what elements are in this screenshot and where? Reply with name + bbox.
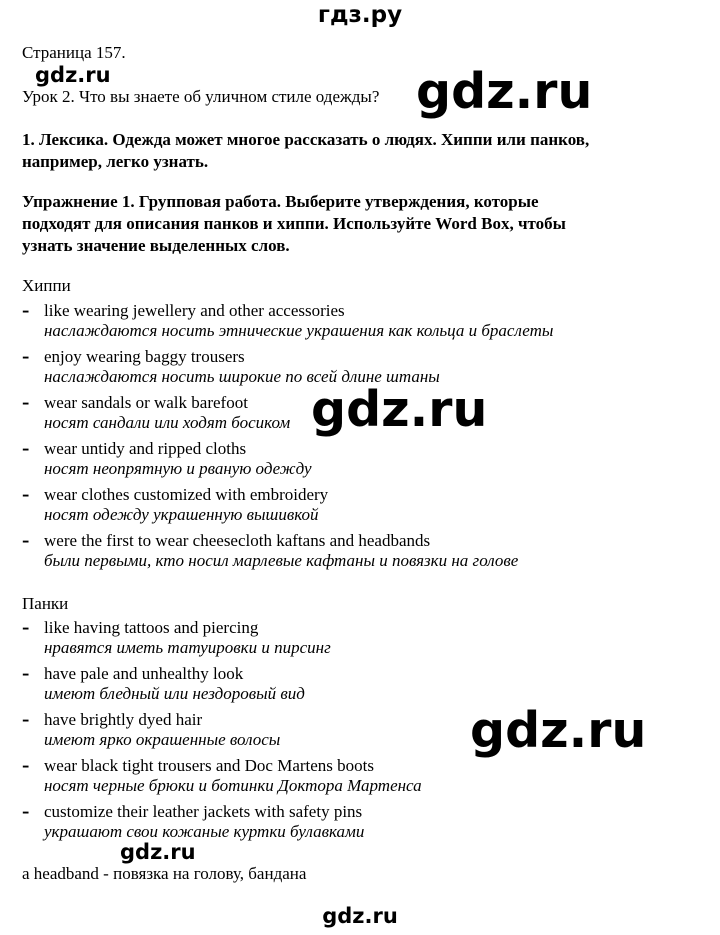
- dash-bullet: -: [22, 435, 30, 460]
- watermark: gdz.ru: [470, 702, 647, 759]
- russian-translation: имеют ярко окрашенные волосы: [44, 730, 281, 749]
- english-phrase: wear sandals or walk barefoot: [44, 393, 248, 412]
- section1-line: например, легко узнать.: [22, 152, 209, 171]
- dash-bullet: -: [22, 752, 30, 777]
- dash-bullet: -: [22, 343, 30, 368]
- watermark: gdz.ru: [311, 381, 488, 438]
- russian-translation: украшают свои кожаные куртки булавками: [44, 822, 365, 841]
- russian-translation: наслаждаются носить широкие по всей длине штаны: [44, 367, 440, 386]
- english-phrase: were the first to wear cheesecloth kaftans and headbands: [44, 531, 431, 550]
- russian-translation: наслаждаются носить этнические украшения как кольца и браслеты: [44, 321, 554, 340]
- russian-translation: носят сандали или ходят босиком: [44, 413, 291, 432]
- dash-bullet: -: [22, 389, 30, 414]
- watermark: gdz.ru: [416, 63, 593, 120]
- footer-site: gdz.ru: [322, 904, 398, 928]
- russian-translation: имеют бледный или нездоровый вид: [44, 684, 305, 703]
- dash-bullet: -: [22, 481, 30, 506]
- exercise1-line: Упражнение 1. Групповая работа. Выберите утверждения, которые: [22, 192, 539, 211]
- watermark: gdz.ru: [35, 63, 111, 87]
- punks-heading: Панки: [22, 594, 69, 613]
- exercise1-line: подходят для описания панков и хиппи. Используйте Word Box, чтобы: [22, 214, 566, 233]
- dash-bullet: -: [22, 798, 30, 823]
- lesson-title: Урок 2. Что вы знаете об уличном стиле одежды?: [22, 87, 380, 106]
- russian-translation: были первыми, кто носил марлевые кафтаны и повязки на голове: [44, 551, 519, 570]
- english-phrase: wear clothes customized with embroidery: [44, 485, 329, 504]
- english-phrase: like wearing jewellery and other accessories: [44, 301, 345, 320]
- english-phrase: have pale and unhealthy look: [44, 664, 244, 683]
- russian-translation: нравятся иметь татуировки и пирсинг: [44, 638, 331, 657]
- dash-bullet: -: [22, 614, 30, 639]
- english-phrase: like having tattoos and piercing: [44, 618, 259, 637]
- vocabulary-note: a headband - повязка на голову, бандана: [22, 864, 307, 883]
- english-phrase: have brightly dyed hair: [44, 710, 203, 729]
- hippies-heading: Хиппи: [22, 276, 71, 295]
- russian-translation: носят неопрятную и рваную одежду: [44, 459, 312, 478]
- dash-bullet: -: [22, 297, 30, 322]
- dash-bullet: -: [22, 527, 30, 552]
- page-label: Страница 157.: [22, 43, 126, 62]
- site-title: гдз.ру: [317, 2, 403, 28]
- english-phrase: enjoy wearing baggy trousers: [44, 347, 245, 366]
- english-phrase: wear untidy and ripped cloths: [44, 439, 247, 458]
- dash-bullet: -: [22, 660, 30, 685]
- english-phrase: customize their leather jackets with safety pins: [44, 802, 363, 821]
- watermark: gdz.ru: [120, 840, 196, 864]
- section1-line: 1. Лексика. Одежда может многое рассказать о людях. Хиппи или панков,: [22, 130, 590, 149]
- russian-translation: носят черные брюки и ботинки Доктора Мартенса: [44, 776, 422, 795]
- russian-translation: носят одежду украшенную вышивкой: [44, 505, 319, 524]
- dash-bullet: -: [22, 706, 30, 731]
- english-phrase: wear black tight trousers and Doc Martens boots: [44, 756, 374, 775]
- exercise1-line: узнать значение выделенных слов.: [22, 236, 290, 255]
